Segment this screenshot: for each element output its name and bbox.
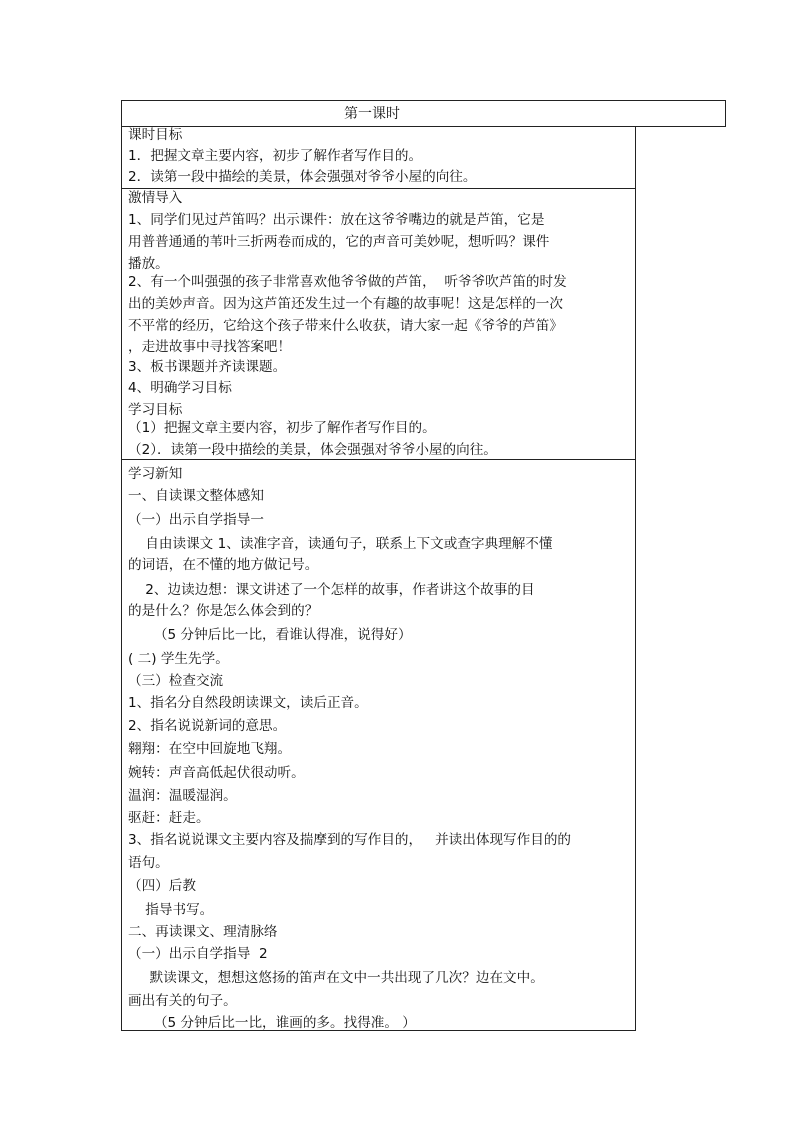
intro-line: ，走进故事中寻找答案吧！ [128, 339, 292, 355]
new-knowledge-line: 2、指名说说新词的意思。 [128, 718, 287, 734]
intro-line: 1、同学们见过芦笛吗？出示课件：放在这爷爷嘴边的就是芦笛，它是 [128, 212, 545, 228]
new-knowledge-line: 画出有关的句子。 [128, 993, 237, 1009]
intro-line: 3、板书课题并齐读课题。 [128, 359, 287, 375]
intro-line: （1）把握文章主要内容，初步了解作者写作目的。 [128, 420, 436, 436]
objectives-heading: 课时目标 [128, 127, 183, 143]
intro-line: （2）．读第一段中描绘的美景，体会强强对爷爷小屋的向往。 [128, 442, 497, 458]
objectives-line: 1．把握文章主要内容，初步了解作者写作目的。 [128, 148, 423, 164]
new-knowledge-line: 3、指名说说课文主要内容及揣摩到的写作目的， 并读出体现写作目的的 [128, 832, 572, 848]
new-knowledge-line: 语句。 [128, 855, 169, 871]
intro-line: 4、明确学习目标 [128, 380, 232, 396]
intro-line: 用普普通通的苇叶三折两卷而成的，它的声音可美妙呢，想听吗？课件 [128, 234, 550, 250]
new-knowledge-line: 温润：温暖湿润。 [128, 788, 237, 804]
new-knowledge-line: （四）后教 [128, 878, 196, 894]
new-knowledge-line: ( 二) 学生先学。 [128, 651, 229, 667]
objectives-line: 2．读第一段中描绘的美景，体会强强对爷爷小屋的向往。 [128, 169, 477, 185]
new-knowledge-line: 翱翔：在空中回旋地飞翔。 [128, 741, 292, 757]
new-knowledge-line: （5 分钟后比一比，看谁认得准，说得好） [128, 627, 412, 643]
intro-heading: 激情导入 [128, 190, 183, 206]
new-knowledge-line: 的是什么？你是怎么体会到的？ [128, 603, 319, 619]
new-knowledge-line: 自由读课文 1、读准字音，读通句子，联系上下文或查字典理解不懂 [128, 536, 553, 552]
lesson-title: 第一课时 [344, 106, 400, 122]
new-knowledge-line: 1、指名分自然段朗读课文，读后正音。 [128, 695, 368, 711]
new-knowledge-line: 指导书写。 [128, 902, 214, 918]
new-knowledge-line: 婉转：声音高低起伏很动听。 [128, 765, 305, 781]
new-knowledge-line: （一）出示自学指导 2 [128, 946, 268, 962]
new-knowledge-line: （一）出示自学指导一 [128, 512, 264, 528]
intro-line: 2、有一个叫强强的孩子非常喜欢他爷爷做的芦笛， 听爷爷吹芦笛的时发 [128, 274, 567, 290]
new-knowledge-heading: 学习新知 [128, 466, 183, 482]
intro-subheading: 学习目标 [128, 402, 183, 418]
new-knowledge-line: （5 分钟后比一比，谁画的多。找得准。 ） [128, 1015, 416, 1031]
intro-line: 出的美妙声音。因为这芦笛还发生过一个有趣的故事呢！这是怎样的一次 [128, 296, 563, 312]
intro-line: 不平常的经历，它给这个孩子带来什么收获，请大家一起《爷爷的芦笛》 [128, 318, 563, 334]
new-knowledge-line: 一、自读课文整体感知 [128, 488, 264, 504]
new-knowledge-line: 的词语，在不懂的地方做记号。 [128, 557, 319, 573]
intro-line: 播放。 [128, 256, 169, 272]
new-knowledge-line: 2、边读边想：课文讲述了一个怎样的故事，作者讲这个故事的目 [128, 582, 535, 598]
new-knowledge-line: 驱赶：赶走。 [128, 810, 210, 826]
new-knowledge-line: 二、再读课文、理清脉络 [128, 924, 278, 940]
new-knowledge-line: 默读课文，想想这悠扬的笛声在文中一共出现了几次？边在文中。 [128, 970, 544, 986]
new-knowledge-line: （三）检查交流 [128, 673, 224, 689]
